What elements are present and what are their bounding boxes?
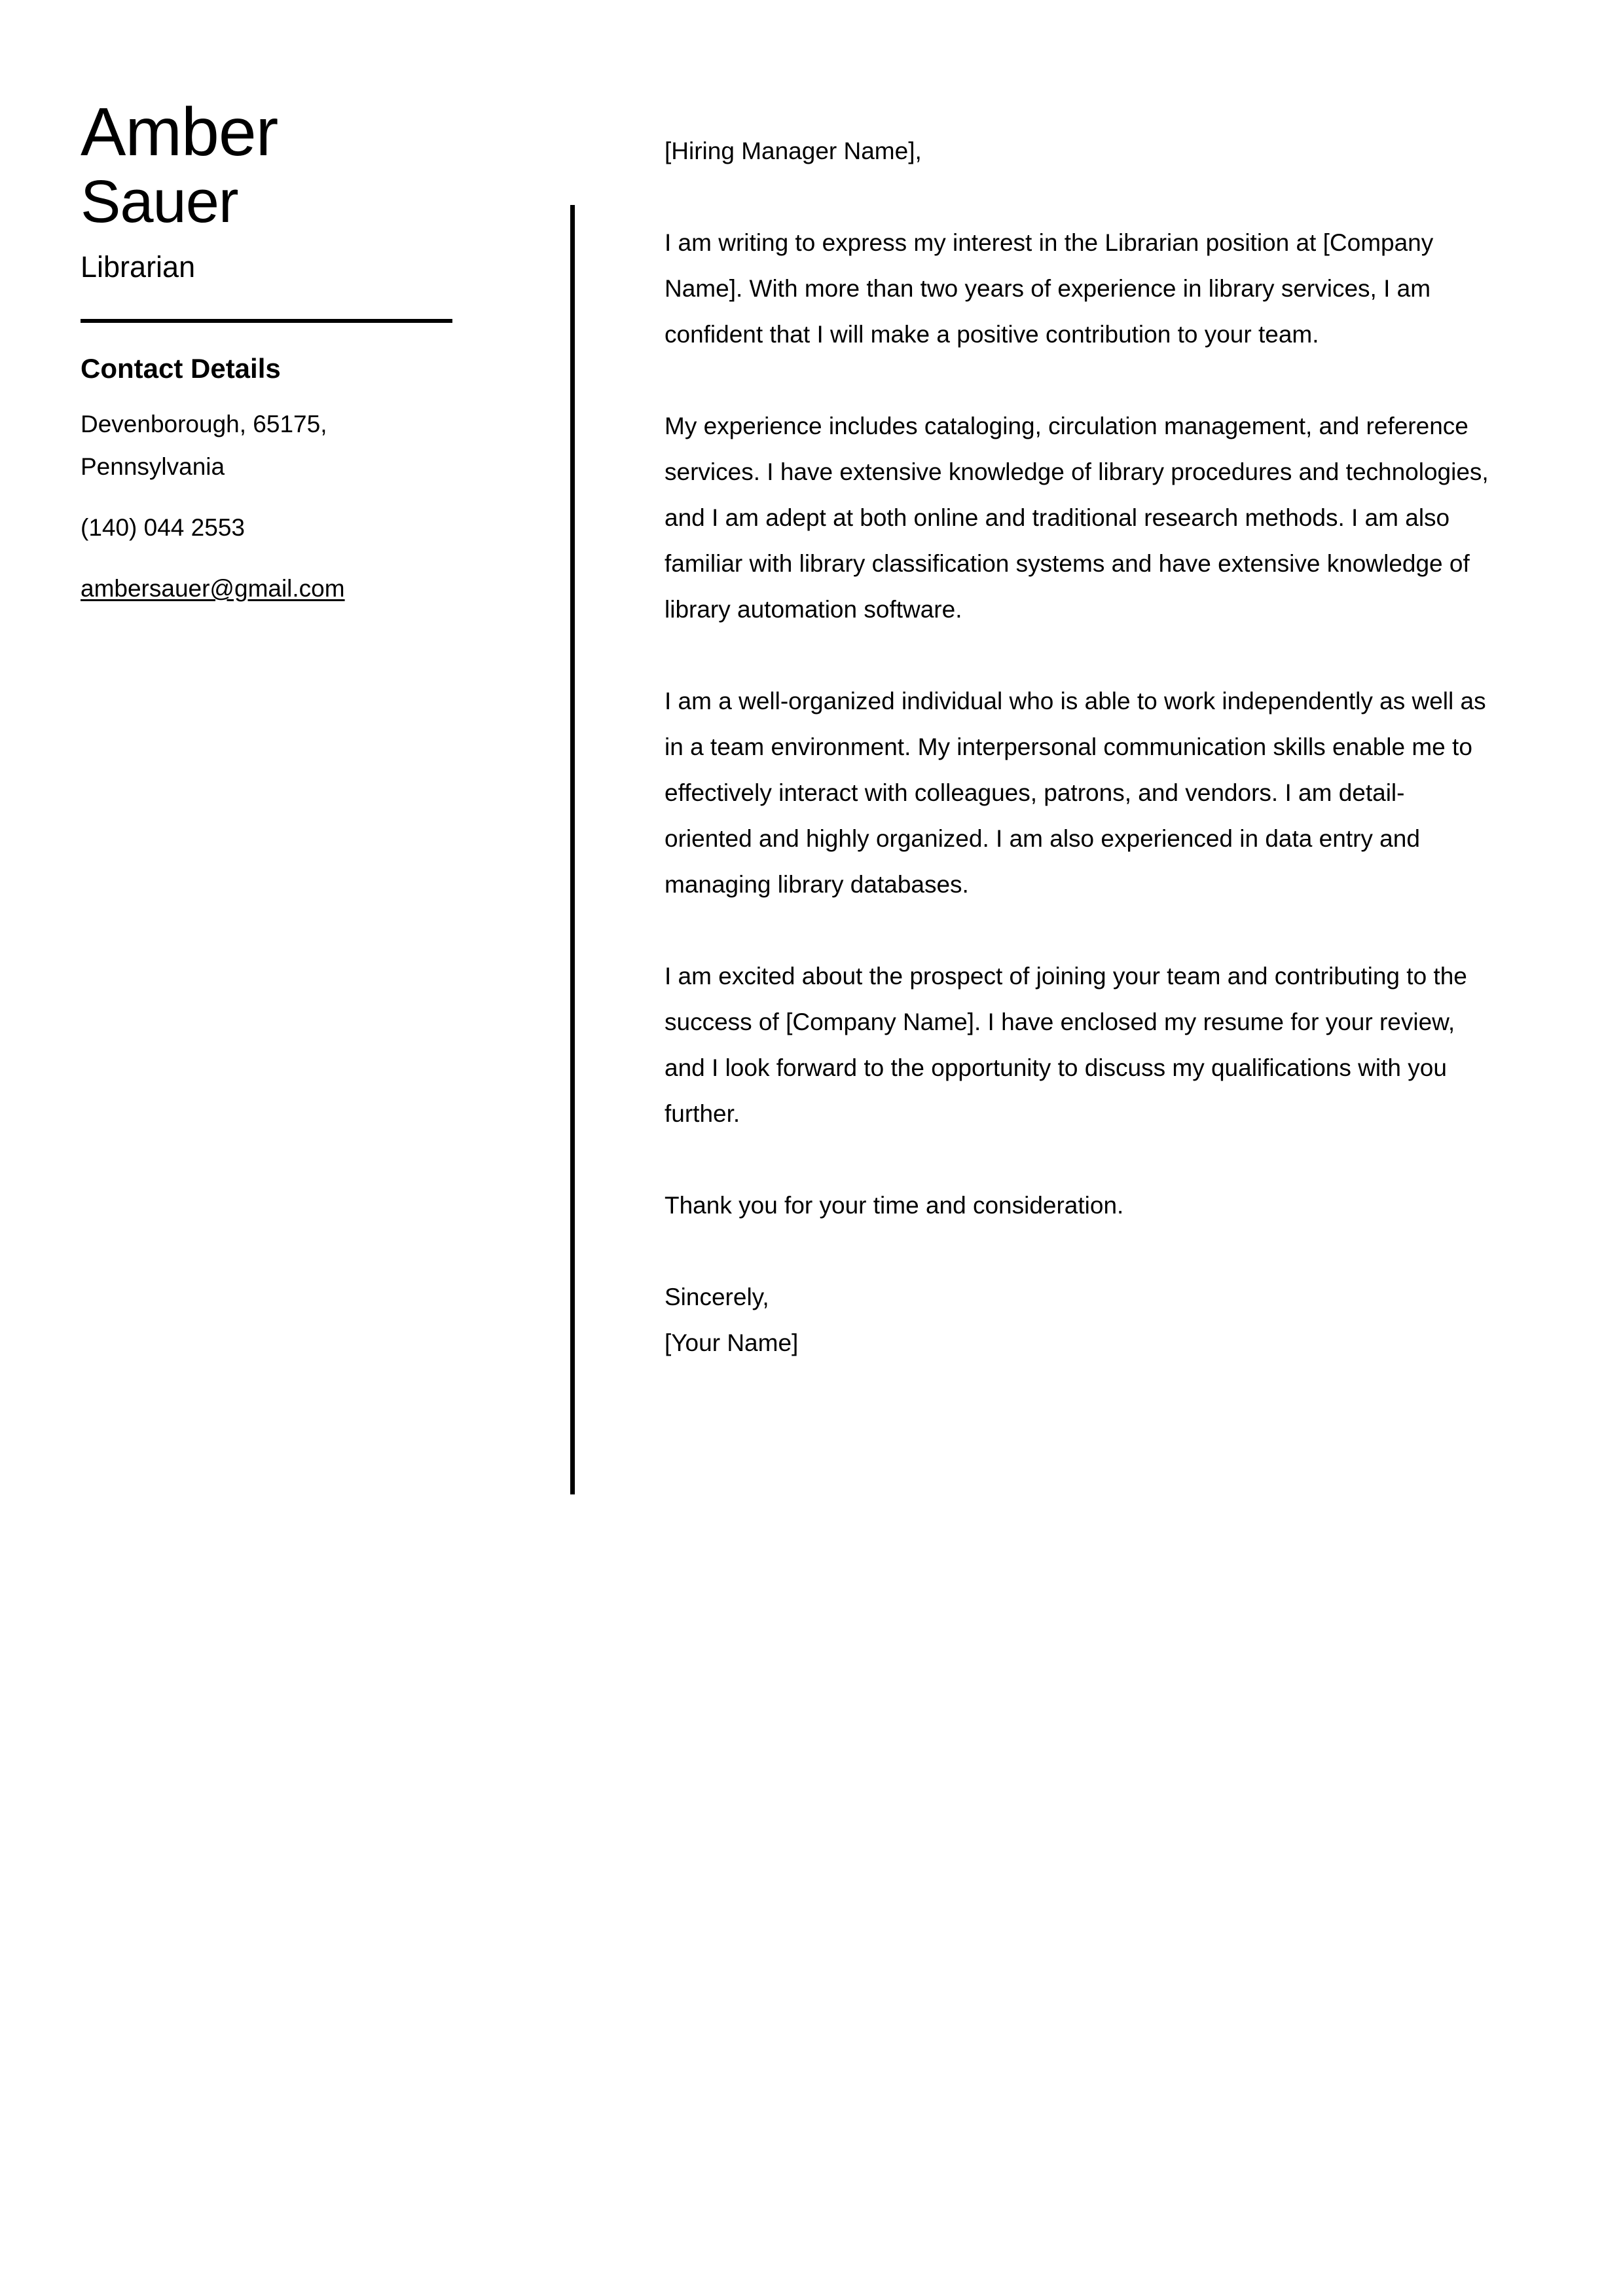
contact-address-line-1: Devenborough, 65175,	[81, 411, 327, 437]
letter-signature: [Your Name]	[665, 1329, 799, 1356]
letter-body	[665, 128, 1491, 1366]
contact-phone: (140) 044 2553	[81, 514, 245, 541]
letter-paragraph-3: I am a well-organized individual who is able to work independently as well as in a team environment. My interpersonal communication skills enable me to effectively interact with colleagues, patrons, and vendors. I am detail-oriented and highly organized. I am also experienced in data entry and managing library databases.	[665, 688, 1486, 898]
letter-thanks: Thank you for your time and consideration.	[665, 1192, 1124, 1219]
letter-paragraph-1: I am writing to express my interest in the Librarian position at [Company Name]. With more than two years of experience in library services, I am confident that I will make a positive contribution to your team.	[665, 229, 1434, 348]
letter-closing: Sincerely,	[665, 1284, 769, 1310]
contact-details-heading: Contact Details	[81, 353, 281, 384]
contact-details-list	[81, 384, 473, 610]
left-sidebar	[81, 94, 473, 610]
column-divider	[570, 205, 575, 1494]
letter-salutation: [Hiring Manager Name],	[665, 138, 922, 164]
contact-address-line-2: Pennsylvania	[81, 453, 225, 480]
contact-email-link[interactable]: ambersauer@gmail.com	[81, 575, 345, 602]
first-name: Amber	[81, 94, 278, 170]
job-title: Librarian	[81, 250, 196, 284]
letter-paragraph-4: I am excited about the prospect of joining your team and contributing to the success of [Company Name]. I have enclosed my resume for your review, and I look forward to the opportunity to discuss my qualifications with you further.	[665, 963, 1467, 1127]
last-name: Sauer	[81, 168, 238, 235]
letter-paragraph-2: My experience includes cataloging, circulation management, and reference services. I have extensive knowledge of library procedures and technologies, and I am adept at both online and traditional research methods. I am also familiar with library classification systems and have extensive knowledge of library automation software.	[665, 413, 1489, 623]
